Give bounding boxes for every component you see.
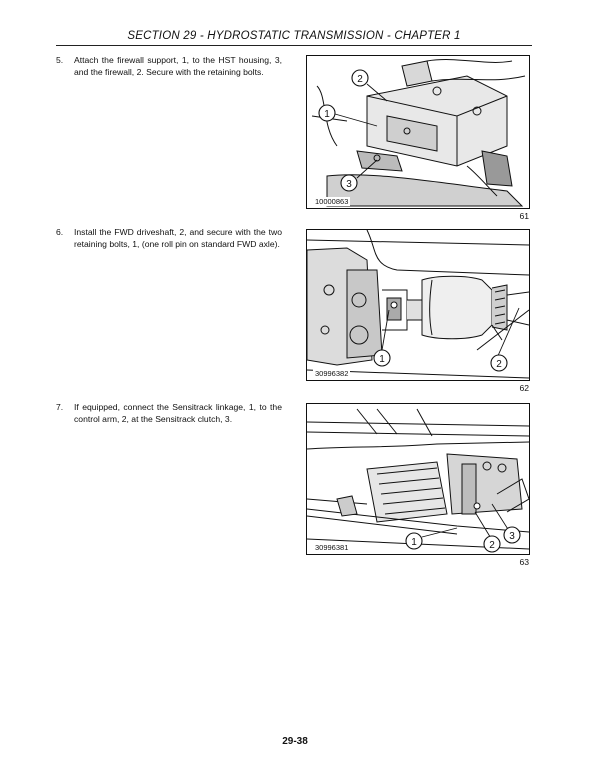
callout-1: 1 [324, 109, 330, 120]
figure-62-illustration [306, 229, 530, 381]
step-number: 6. [56, 227, 64, 237]
callout-1: 1 [411, 537, 417, 548]
step-text: Attach the firewall support, 1, to the HST housing, 3, and the firewall, 2. Secure with the retaining bolts. [74, 55, 282, 77]
firewall-support-drawing [307, 56, 529, 208]
figure-63-illustration [306, 403, 530, 555]
step-6 [56, 227, 282, 250]
callout-2: 2 [357, 74, 363, 85]
callout-3: 3 [509, 531, 515, 542]
figure-code: 30996381 [315, 543, 349, 552]
page-header: SECTION 29 - HYDROSTATIC TRANSMISSION - CHAPTER 1 [127, 30, 461, 42]
step-number: 5. [56, 55, 64, 65]
step-5 [56, 55, 282, 78]
callout-3: 3 [346, 179, 352, 190]
figure-code: 10000863 [315, 197, 349, 206]
figure-number: 62 [519, 383, 529, 393]
header-rule [56, 45, 532, 46]
figure-number: 63 [519, 557, 529, 567]
figure-number: 61 [519, 211, 529, 221]
figure-code: 30996382 [315, 369, 349, 378]
step-text: If equipped, connect the Sensitrack linkage, 1, to the control arm, 2, at the Sensitrack clutch, 3. [74, 402, 282, 424]
page-number: 29-38 [282, 736, 308, 747]
callout-2: 2 [496, 359, 502, 370]
step-7 [56, 402, 282, 425]
step-number: 7. [56, 402, 64, 412]
callout-2: 2 [489, 540, 495, 551]
sensitrack-linkage-drawing [307, 404, 529, 554]
step-text: Install the FWD driveshaft, 2, and secure with the two retaining bolts, 1, (one roll pin on standard FWD axle). [74, 227, 282, 249]
figure-61-illustration [306, 55, 530, 209]
callout-1: 1 [379, 354, 385, 365]
fwd-driveshaft-drawing [307, 230, 529, 380]
